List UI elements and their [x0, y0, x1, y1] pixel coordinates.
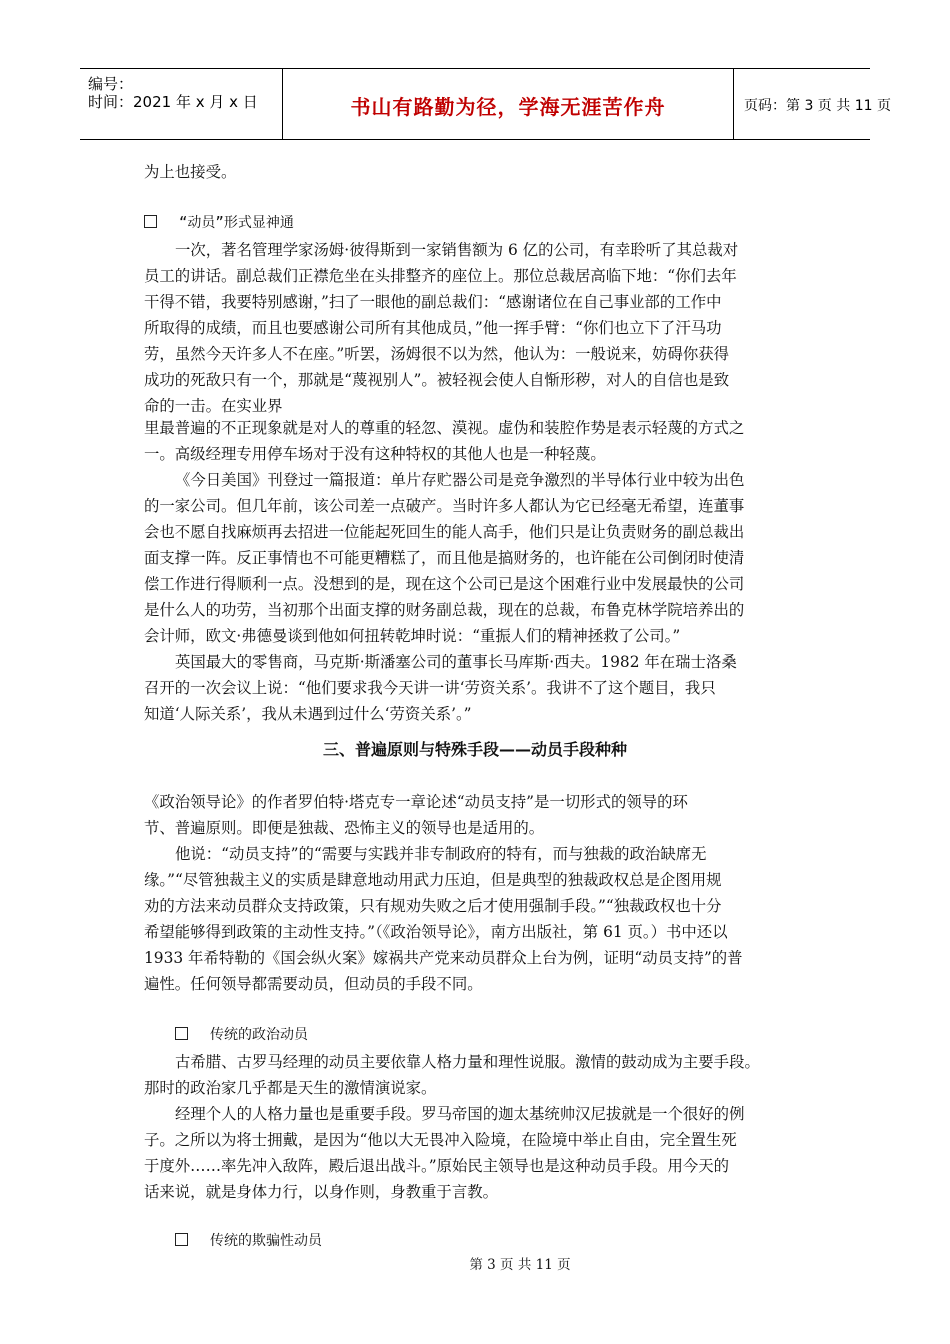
paragraph-line: 的一家公司。但几年前，该公司差一点破产。当时许多人都认为它已经毫无希望，连董事: [144, 497, 745, 515]
paragraph-line: 于度外……率先冲入敌阵，殿后退出战斗。”原始民主领导也是这种动员手段。用今天的: [144, 1157, 730, 1175]
paragraph-line: 子。之所以为将士拥戴，是因为“他以大无畏冲入险境，在险境中举止自由，完全置生死: [144, 1131, 737, 1149]
subheading-dongyuan-xingshi: [144, 212, 294, 232]
paragraph-line: 《政治领导论》的作者罗伯特·塔克专一章论述“动员支持”是一切形式的领导的环: [144, 793, 688, 811]
header-motto: 书山有路勤为径，学海无涯苦作舟: [350, 95, 666, 119]
paragraph-line: 一。高级经理专用停车场对于没有这种特权的其他人也是一种轻蔑。: [144, 445, 606, 463]
subheading-label: “动员”形式显神通: [179, 215, 294, 231]
header-meta-cell: [80, 69, 283, 139]
page-header: [80, 68, 891, 140]
paragraph-line: 干得不错，我要特别感谢，”扫了一眼他的副总裁们：“感谢诸位在自己事业部的工作中: [144, 293, 722, 311]
paragraph-line: 知道‘人际关系’，我从未遇到过什么‘劳资关系’。”: [144, 705, 472, 723]
paragraph-line: 1933 年希特勒的《国会纵火案》嫁祸共产党来动员群众上台为例，证明“动员支持”的普: [144, 949, 743, 967]
paragraph-line: 那时的政治家几乎都是天生的激情演说家。: [144, 1079, 437, 1097]
paragraph-line: 召开的一次会议上说：“他们要求我今天讲一讲‘劳资关系’。我讲不了这个题目，我只: [144, 679, 716, 697]
section-heading: 三、普遍原则与特殊手段——动员手段种种: [322, 740, 627, 759]
paragraph-line: 话来说，就是身体力行，以身作则，身教重于言教。: [144, 1183, 498, 1201]
paragraph-line: 所取得的成绩，而且也要感谢公司所有其他成员，”他一挥手臂：“你们也立下了汗马功: [144, 319, 722, 337]
checkbox-icon: [175, 1027, 188, 1040]
paragraph-line: 经理个人的人格力量也是重要手段。罗马帝国的迦太基统帅汉尼拔就是一个很好的例: [175, 1105, 745, 1123]
subheading-traditional-deceptive-mobilization: [175, 1230, 322, 1250]
paragraph-line: 一次，著名管理学家汤姆·彼得斯到一家销售额为 6 亿的公司，有幸聆听了其总裁对: [175, 241, 739, 259]
document-date-label: 时间：2021 年 x 月 x 日: [88, 93, 258, 111]
paragraph-line: 遍性。任何领导都需要动员，但动员的手段不同。: [144, 975, 483, 993]
document-number-label: 编号：: [88, 75, 134, 93]
subheading-label: 传统的欺骗性动员: [210, 1233, 322, 1249]
header-page-info: 页码：第 3 页 共 11 页: [744, 98, 891, 114]
paragraph-line: 节、普遍原则。即便是独裁、恐怖主义的领导也是适用的。: [144, 819, 545, 837]
paragraph-line: 他说：“动员支持”的“需要与实践并非专制政府的特有，而与独裁的政治缺席无: [175, 845, 707, 863]
paragraph-line: 为上也接受。: [144, 163, 237, 181]
header-page-cell: [734, 69, 891, 139]
paragraph-line: 劳，虽然今天许多人不在座。”听罢，汤姆很不以为然，他认为：一般说来，妨碍你获得: [144, 345, 730, 363]
header-motto-cell: [283, 69, 734, 139]
paragraph-line: 古希腊、古罗马经理的动员主要依靠人格力量和理性说服。激情的鼓动成为主要手段。: [175, 1053, 760, 1071]
paragraph-line: 里最普遍的不正现象就是对人的尊重的轻忽、漠视。虚伪和装腔作势是表示轻蔑的方式之: [144, 419, 745, 437]
paragraph-line: 会计师，欧文·弗德曼谈到他如何扭转乾坤时说：“重振人们的精神拯救了公司。”: [144, 627, 681, 645]
paragraph-line: 《今日美国》刊登过一篇报道：单片存贮器公司是竞争激烈的半导体行业中较为出色: [175, 471, 745, 489]
paragraph-line: 面支撑一阵。反正事情也不可能更糟糕了，而且他是搞财务的，也许能在公司倒闭时使清: [144, 549, 745, 567]
paragraph-line: 员工的讲话。副总裁们正襟危坐在头排整齐的座位上。那位总裁居高临下地：“你们去年: [144, 267, 737, 285]
page-footer: 第 3 页 共 11 页: [469, 1257, 571, 1273]
paragraph-line: 命的一击。在实业界: [144, 397, 283, 415]
subheading-label: 传统的政治动员: [210, 1027, 308, 1043]
paragraph-line: 英国最大的零售商，马克斯·斯潘塞公司的董事长马库斯·西夫。1982 年在瑞士洛桑: [175, 653, 737, 671]
paragraph-line: 希望能够得到政策的主动性支持。”（《政治领导论》，南方出版社，第 61 页。）书中还以: [144, 923, 728, 941]
paragraph-line: 劝的方法来动员群众支持政策，只有规劝失败之后才使用强制手段。”“独裁政权也十分: [144, 897, 722, 915]
paragraph-line: 成功的死敌只有一个，那就是“蔑视别人”。被轻视会使人自惭形秽，对人的自信也是致: [144, 371, 730, 389]
paragraph-line: 会也不愿自找麻烦再去招进一位能起死回生的能人高手，他们只是让负责财务的副总裁出: [144, 523, 745, 541]
paragraph-line: 偿工作进行得顺利一点。没想到的是，现在这个公司已是这个困难行业中发展最快的公司: [144, 575, 745, 593]
paragraph-line: 缘。”“尽管独裁主义的实质是肆意地动用武力压迫，但是典型的独裁政权总是企图用规: [144, 871, 722, 889]
checkbox-icon: [175, 1233, 188, 1246]
checkbox-icon: [144, 215, 157, 228]
paragraph-line: 是什么人的功劳，当初那个出面支撑的财务副总裁，现在的总裁，布鲁克林学院培养出的: [144, 601, 745, 619]
subheading-traditional-political-mobilization: [175, 1024, 308, 1044]
